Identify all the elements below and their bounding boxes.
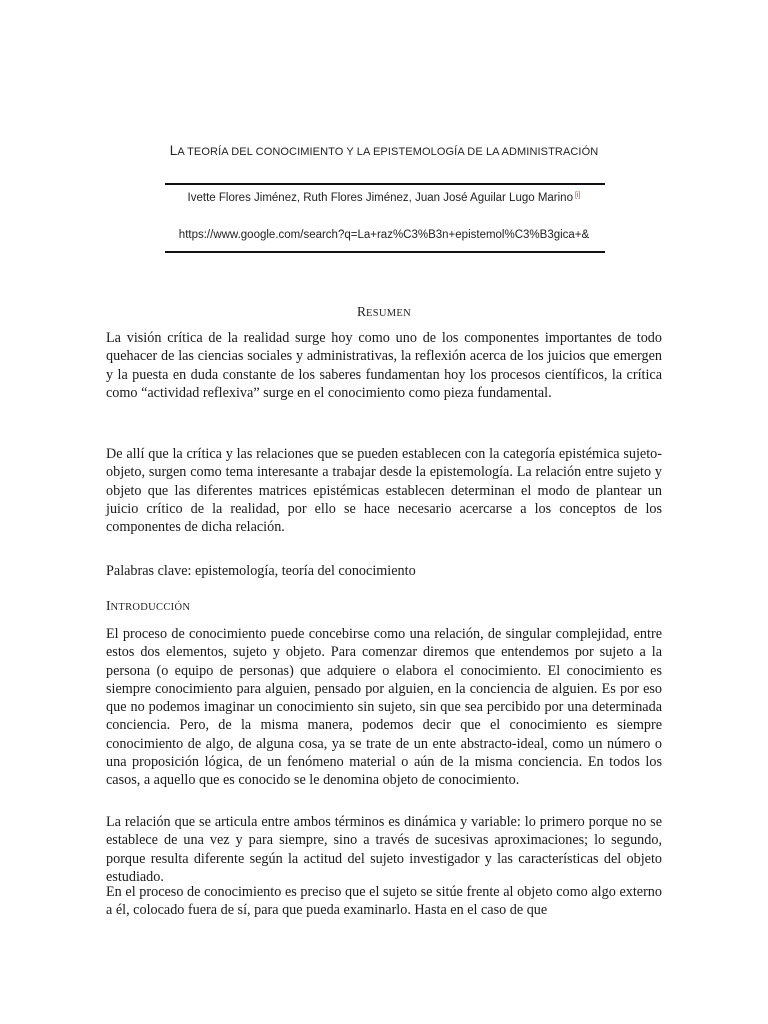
abstract-paragraph-2: De allí que la crítica y las relaciones que se pueden establecen con la categoría epistémica sujeto-objeto, surgen como tema interesante a trabajar desde la epistemología. La relación entre sujeto y objeto que las diferentes matrices epistémicas establecen determinan el modo de plantear un juicio crítico de la realidad, por ello se hace necesario acercarse a los conceptos de los componentes de dicha relación. [106, 446, 662, 536]
authors-text: Ivette Flores Jiménez, Ruth Flores Jiménez, Juan José Aguilar Lugo Marino [187, 192, 573, 204]
keywords-line [106, 563, 416, 580]
endnote-link[interactable]: [i] [574, 192, 581, 199]
introduction-paragraph-3: En el proceso de conocimiento es preciso que el sujeto se sitúe frente al objeto como algo externo a él, colocado fuera de sí, para que pueda examinarlo. Hasta en el caso de que [106, 884, 662, 919]
source-url: https://www.google.com/search?q=La+raz%C3%B3n+epistemol%C3%B3gica+& [178, 229, 590, 241]
title-initial: L [169, 143, 178, 158]
bottom-rule [165, 251, 605, 253]
authors-line [0, 192, 768, 204]
abstract-heading-initial: R [357, 304, 367, 319]
abstract-heading [0, 304, 768, 320]
introduction-heading [106, 598, 190, 614]
document-title [0, 143, 768, 158]
keywords-text: epistemología, teoría del conocimiento [191, 563, 416, 579]
introduction-heading-rest: NTRODUCCIÓN [110, 602, 191, 613]
introduction-paragraph-1: El proceso de conocimiento puede concebirse como una relación, de singular complejidad, entre estos dos elementos, sujeto y objeto. Para comenzar diremos que entendemos por sujeto a la persona (o equipo de personas) que adquiere o elabora el conocimiento. El conocimiento es siempre conocimiento para alguien, pensado por alguien, en la conciencia de alguien. Es por eso que no podemos imaginar un conocimiento sin sujeto, sin que sea percibido por una determinada conciencia. Pero, de la misma manera, podemos decir que el conocimiento es siempre conocimiento de algo, de alguna cosa, ya se trate de un ente abstracto-ideal, como un número o una proposición lógica, de un fenómeno material o aún de la misma conciencia. En todos los casos, a aquello que es conocido se le denomina objeto de conocimiento. [106, 626, 662, 789]
introduction-heading-initial: I [106, 598, 111, 613]
introduction-paragraph-2: La relación que se articula entre ambos términos es dinámica y variable: lo primero porque no se establece de una vez y para siempre, sino a través de sucesivas aproximaciones; lo segundo, porque resulta diferente según la actitud del sujeto investigador y las características del objeto estudiado. [106, 814, 662, 885]
abstract-heading-rest: ESUMEN [366, 308, 411, 319]
top-rule [165, 183, 605, 185]
title-rest: A TEORÍA DEL CONOCIMIENTO Y LA EPISTEMOLOGÍA DE LA ADMINISTRACIÓN [177, 146, 599, 158]
abstract-paragraph-1: La visión crítica de la realidad surge hoy como uno de los componentes importantes de todo quehacer de las ciencias sociales y administrativas, la reflexión acerca de los juicios que emergen y la puesta en duda constante de los saberes fundamentan hoy los procesos científicos, la crítica como “actividad reflexiva” surge en el conocimiento como pieza fundamental. [106, 330, 662, 401]
keywords-label: Palabras clave: [106, 563, 192, 579]
